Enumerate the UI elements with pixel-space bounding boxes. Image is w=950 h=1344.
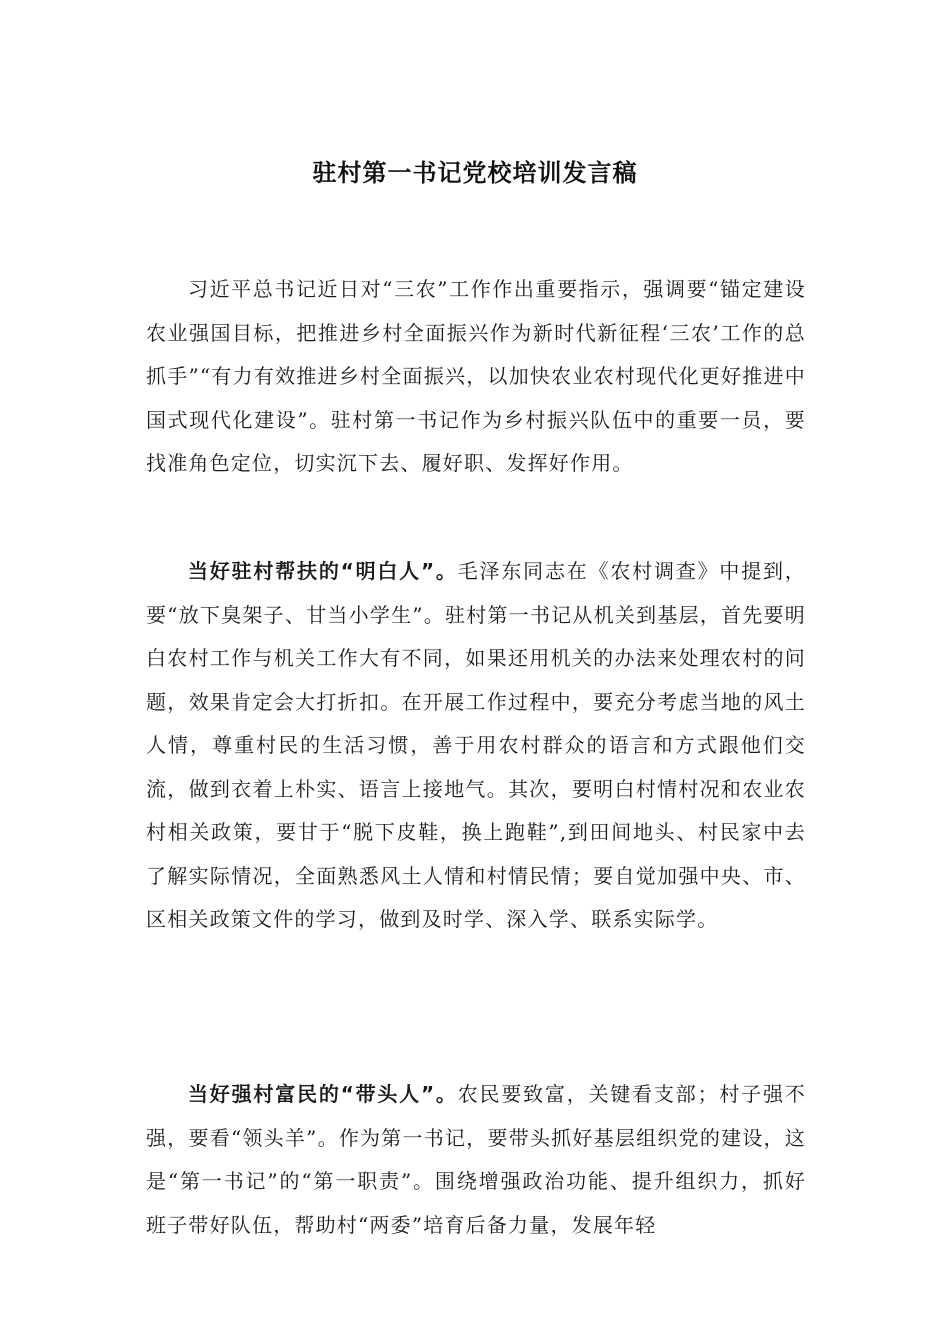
paragraph-section-1 <box>146 550 806 942</box>
paragraph-intro <box>146 268 806 486</box>
paragraph-body: 毛泽东同志在《农村调查》中提到，要“放下臭架子、甘当小学生”。驻村第一书记从机关到基层，首先要明白农村工作与机关工作大有不同，如果还用机关的办法来处理农村的问题，效果肯定会大打折扣。在开展工作过程中，要充分考虑当地的风土人情，尊重村民的生活习惯，善于用农村群众的语言和方式跟他们交流，做到衣着上朴实、语言上接地气。其次，要明白村情村况和农业农村相关政策，要甘于“脱下皮鞋，换上跑鞋”,到田间地头、村民家中去了解实际情况，全面熟悉风土人情和村情民情；要自觉加强中央、市、区相关政策文件的学习，做到及时学、深入学、联系实际学。 <box>146 559 807 931</box>
document-title: 驻村第一书记党校培训发言稿 <box>312 159 638 187</box>
section-heading: 当好强村富民的“带头人”。 <box>188 1082 458 1106</box>
paragraph-body: 习近平总书记近日对“三农”工作作出重要指示，强调要“锚定建设农业强国目标，把推进乡村全面振兴作为新时代新征程‘三农’工作的总抓手”“有力有效推进乡村全面振兴，以加快农业农村现代化更好推进中国式现代化建设”。驻村第一书记作为乡村振兴队伍中的重要一员，要找准角色定位，切实沉下去、履好职、发挥好作用。 <box>146 277 806 475</box>
paragraph-body: 农民要致富，关键看支部；村子强不强，要看“领头羊”。作为第一书记，要带头抓好基层组织党的建设，这是“第一书记”的“第一职责”。围绕增强政治功能、提升组织力，抓好班子带好队伍，帮助村“两委”培育后备力量，发展年轻 <box>146 1082 807 1237</box>
paragraph-section-2 <box>146 1073 806 1247</box>
section-heading: 当好驻村帮扶的“明白人”。 <box>188 559 458 583</box>
